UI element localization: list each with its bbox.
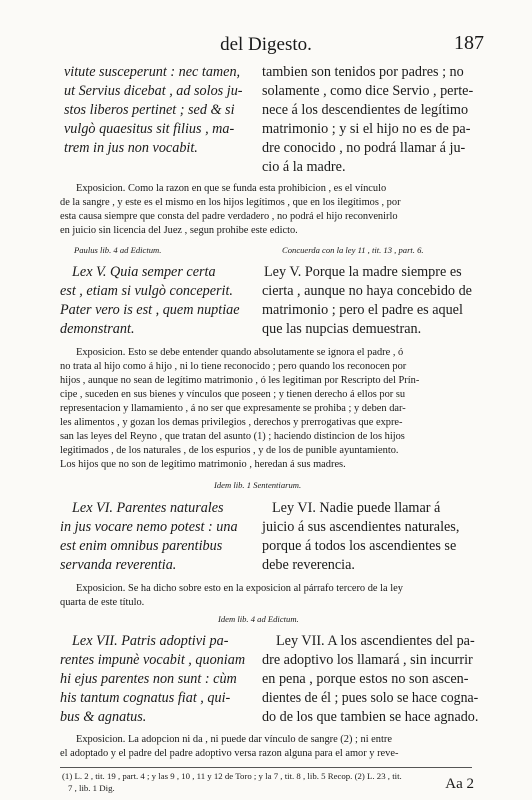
spanish-line: matrimonio ; pero el padre es aquel	[262, 302, 463, 318]
latin-line: vitute susceperunt : nec tamen,	[64, 64, 241, 80]
running-header-title: del Digesto.	[220, 34, 312, 55]
latin-line: hi ejus parentes non sunt : cùm	[60, 671, 237, 687]
exposicion-line: san las leyes del Reyno , que tratan del asunto (1) ; haciendo distincion de los hijos	[60, 431, 405, 442]
page-number: 187	[454, 32, 484, 54]
latin-line: ut Servius dicebat , ad solos ju-	[64, 83, 243, 99]
source-reference: Idem lib. 4 ad Edictum.	[218, 614, 299, 624]
spanish-line: Ley VII. A los ascendientes del pa-	[276, 633, 475, 649]
exposicion-line: en juicio sin licencia del Juez , segun prohibe este edicto.	[60, 225, 298, 236]
exposicion-line: Exposicion. Como la razon en que se funda esta prohibicion , es el vínculo	[76, 183, 387, 194]
exposicion-line: les alimentos , y gozan los demas privilegios , derechos y prerrogativas que expre-	[60, 417, 403, 428]
spanish-line: cierta , aunque no haya concebido de	[262, 283, 472, 299]
latin-line: servanda reverentia.	[60, 557, 177, 573]
spanish-line: juicio á sus ascendientes naturales,	[262, 519, 460, 535]
spanish-line: Ley VI. Nadie puede llamar á	[272, 500, 441, 516]
spanish-line: que las nupcias demuestran.	[262, 321, 422, 337]
latin-line: Lex VI. Parentes naturales	[72, 500, 224, 516]
exposicion-line: el adoptado y el padre del padre adoptivo versa razon alguna para el amor y reve-	[60, 748, 399, 759]
spanish-line: tambien son tenidos por padres ; no	[262, 64, 464, 80]
spanish-line: debe reverencia.	[262, 557, 355, 573]
latin-line: trem in jus non vocabit.	[64, 140, 198, 156]
spanish-line: solamente , como dice Servio , perte-	[262, 83, 474, 99]
latin-line: Lex V. Quia semper certa	[72, 264, 216, 280]
exposicion-line: de la sangre , y este es el mismo en los hijos legítimos , que en los ilegítimos , por	[60, 197, 401, 208]
exposicion-line: cipe , suceden en sus bienes y vínculos que poseen ; y tienen derecho á ellos por su	[60, 389, 406, 400]
exposicion-line: Exposicion. Se ha dicho sobre esto en la exposicion al párrafo tercero de la ley	[76, 583, 403, 594]
exposicion-line: no trata al hijo como á hijo , ni lo tiene reconocido ; pero quando los reconocen por	[60, 361, 407, 372]
latin-line: rentes impunè vocabit , quoniam	[60, 652, 246, 668]
spanish-line: matrimonio ; y si el hijo no es de pa-	[262, 121, 471, 137]
footnote-rule	[60, 767, 472, 768]
exposicion-line: quarta de este título.	[60, 597, 145, 608]
spanish-line: nece á los descendientes de legítimo	[262, 102, 469, 118]
latin-line: Lex VII. Patris adoptivi pa-	[72, 633, 229, 649]
spanish-line: en pena , porque estos no son ascen-	[262, 671, 469, 687]
spanish-line: dre conocido , no podrá llamar á ju-	[262, 140, 466, 156]
latin-line: vulgò quaesitus sit filius , ma-	[64, 121, 235, 137]
latin-line: est , etiam si vulgò conceperit.	[60, 283, 233, 299]
exposicion-line: Exposicion. Esto se debe entender quando absolutamente se ignora el padre , ó	[76, 347, 404, 358]
spanish-line: do de los que tambien se hace agnado.	[262, 709, 479, 725]
spanish-line: dientes de él ; pues solo se hace cogna-	[262, 690, 479, 706]
source-reference: Idem lib. 1 Sententiarum.	[214, 480, 302, 490]
exposicion-line: representacion y llamamiento , á no ser que expresamente se prohiba ; y deben dar-	[60, 403, 406, 414]
latin-line: bus & agnatus.	[60, 709, 147, 725]
signature-mark: Aa 2	[445, 776, 474, 792]
footnote-line: 7 , lib. 1 Dig.	[68, 783, 115, 793]
exposicion-line: legitimados , de los naturales , de los espurios , y de los de punible ayuntamiento.	[60, 445, 399, 456]
spanish-line: dre adoptivo los llamará , sin incurrir	[262, 652, 473, 668]
spanish-line: Ley V. Porque la madre siempre es	[264, 264, 462, 280]
spanish-line: porque á todos los ascendientes se	[262, 538, 457, 554]
latin-line: his tantum cognatus fiat , qui-	[60, 690, 231, 706]
latin-line: demonstrant.	[60, 321, 135, 337]
source-reference: Paulus lib. 4 ad Edictum.	[74, 245, 162, 255]
exposicion-line: hijos , aunque no sean de legítimo matrimonio , ó les legitiman por Rescripto del Prín-	[60, 375, 420, 386]
concordance-reference: Concuerda con la ley 11 , tit. 13 , part. 6.	[282, 245, 424, 255]
latin-line: est enim omnibus parentibus	[60, 538, 223, 554]
spanish-line: cio á la madre.	[262, 159, 346, 175]
latin-line: stos liberos pertinet ; sed & si	[64, 102, 235, 118]
latin-line: in jus vocare nemo potest : una	[60, 519, 238, 535]
latin-line: Pater vero is est , quem nuptiae	[60, 302, 240, 318]
exposicion-line: Los hijos que no son de legítimo matrimonio , heredan á sus madres.	[60, 459, 346, 470]
exposicion-line: Exposicion. La adopcion ni da , ni puede dar vínculo de sangre (2) ; ni entre	[76, 734, 392, 745]
footnote-line: (1) L. 2 , tit. 19 , part. 4 ; y las 9 , 10 , 11 y 12 de Toro ; y la 7 , tit. 8 , lib. 5 Recop. (2) L. 23 , tit.	[62, 771, 402, 781]
exposicion-line: esta causa siempre que consta del padre verdadero , no podrá el hijo reconvenirlo	[60, 211, 398, 222]
